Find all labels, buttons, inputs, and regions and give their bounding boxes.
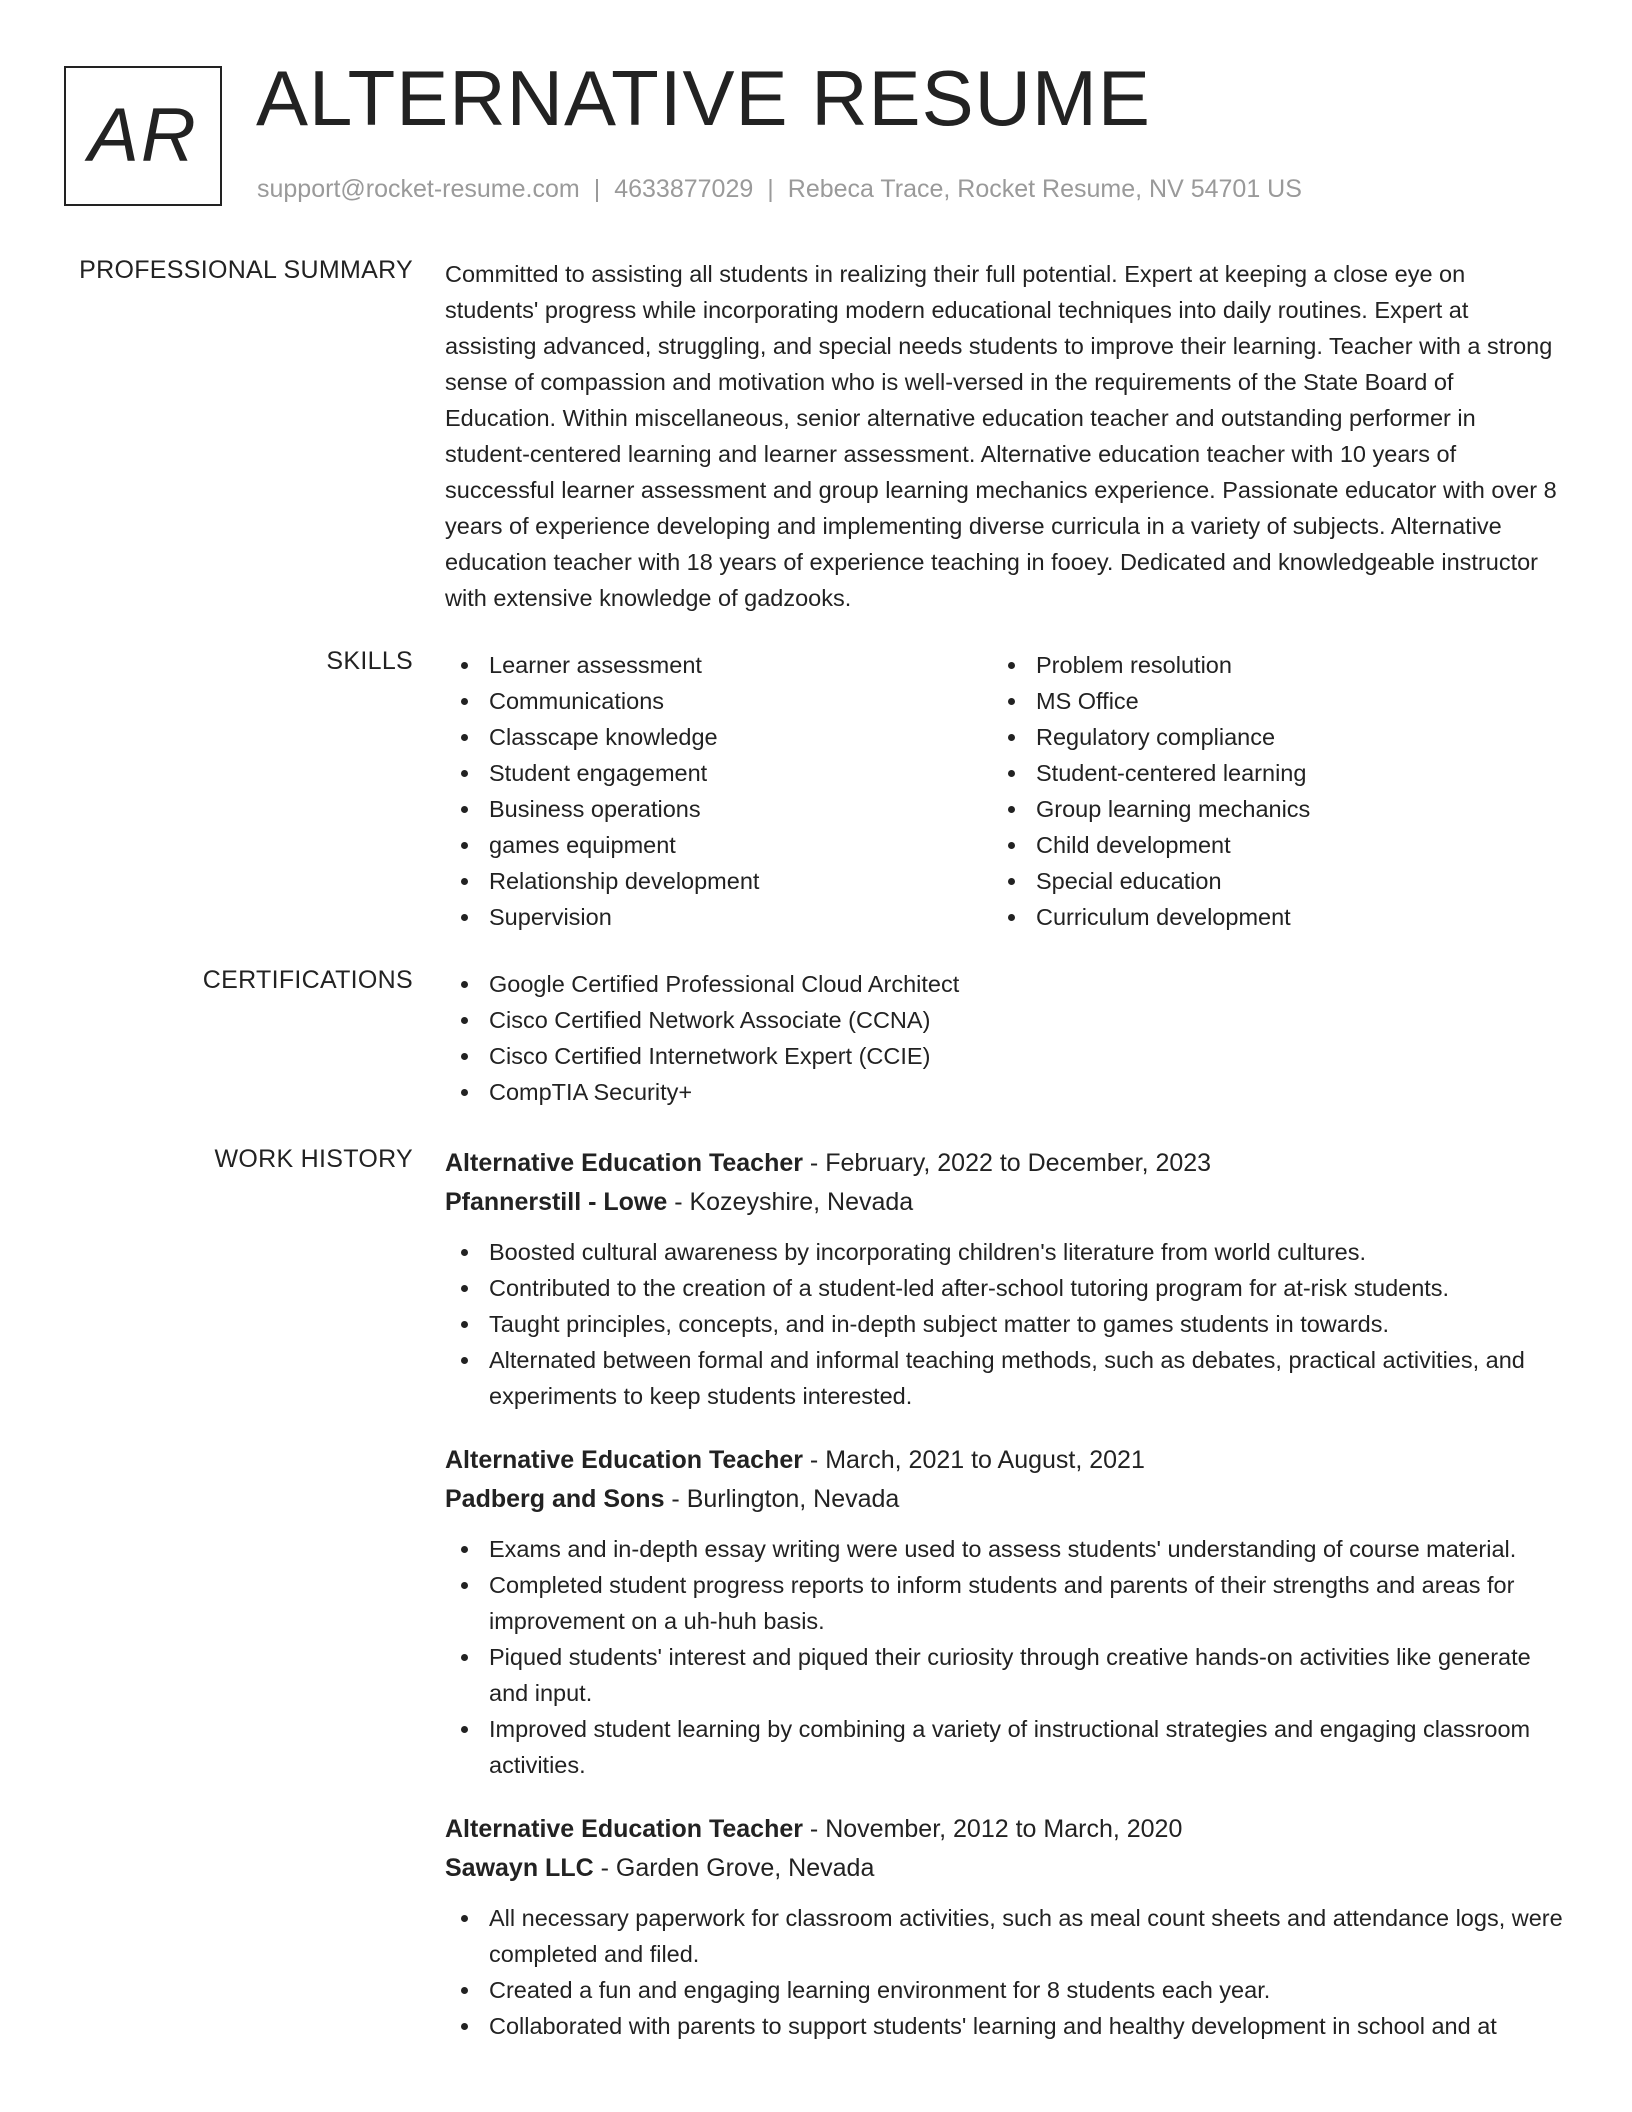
job-duty-item: Boosted cultural awareness by incorporating children's literature from world cultures. xyxy=(445,1234,1563,1270)
certifications-label: CERTIFICATIONS xyxy=(202,966,413,994)
contact-address: Rebeca Trace, Rocket Resume, NV 54701 US xyxy=(787,175,1302,203)
skill-item: Problem resolution xyxy=(992,647,1539,683)
job-dates: - February, 2022 to December, 2023 xyxy=(802,1149,1212,1177)
contact-separator: | xyxy=(593,175,601,203)
job-company: Pfannerstill - Lowe xyxy=(445,1188,668,1216)
job-duties-list xyxy=(445,1531,1563,1783)
job-entry xyxy=(445,1811,1563,2044)
certifications-body xyxy=(445,966,1563,1110)
job-company: Padberg and Sons xyxy=(445,1485,665,1513)
skill-item: Classcape knowledge xyxy=(445,719,992,755)
skills-right-list xyxy=(992,647,1539,935)
skills-label: SKILLS xyxy=(326,647,413,675)
job-entry xyxy=(445,1145,1563,1414)
skill-item: MS Office xyxy=(992,683,1539,719)
certification-item: CompTIA Security+ xyxy=(445,1074,1563,1110)
job-title: Alternative Education Teacher xyxy=(445,1149,803,1177)
summary-label: PROFESSIONAL SUMMARY xyxy=(79,256,413,284)
job-duties-list xyxy=(445,1234,1563,1414)
job-title-line xyxy=(445,1442,1563,1478)
certifications-list xyxy=(445,966,1563,1110)
job-location: - Garden Grove, Nevada xyxy=(593,1854,875,1882)
job-title-line xyxy=(445,1811,1563,1847)
skill-item: Relationship development xyxy=(445,863,992,899)
job-dates: - March, 2021 to August, 2021 xyxy=(802,1446,1145,1474)
job-location: - Kozeyshire, Nevada xyxy=(667,1188,914,1216)
certification-item: Google Certified Professional Cloud Architect xyxy=(445,966,1563,1002)
resume-title: ALTERNATIVE RESUME xyxy=(256,54,1151,142)
job-duty-item: Improved student learning by combining a variety of instructional strategies and engaging classroom activities. xyxy=(445,1711,1563,1783)
skill-item: Child development xyxy=(992,827,1539,863)
work-history-body xyxy=(445,1145,1563,2072)
job-title: Alternative Education Teacher xyxy=(445,1446,803,1474)
contact-phone: 4633877029 xyxy=(614,175,754,203)
contact-separator: | xyxy=(767,175,774,203)
skill-item: Supervision xyxy=(445,899,992,935)
skills-grid xyxy=(445,647,1563,935)
job-duty-item: Exams and in-depth essay writing were used to assess students' understanding of course material. xyxy=(445,1531,1563,1567)
skill-item: Student engagement xyxy=(445,755,992,791)
skill-item: Regulatory compliance xyxy=(992,719,1539,755)
job-company: Sawayn LLC xyxy=(445,1854,594,1882)
job-duty-item: All necessary paperwork for classroom activities, such as meal count sheets and attendance logs, were completed and filed. xyxy=(445,1900,1563,1972)
certification-item: Cisco Certified Internetwork Expert (CCIE) xyxy=(445,1038,1563,1074)
monogram-box xyxy=(64,66,222,206)
job-company-line xyxy=(445,1850,1563,1886)
skill-item: Student-centered learning xyxy=(992,755,1539,791)
job-company-line xyxy=(445,1481,1563,1517)
job-duties-list xyxy=(445,1900,1563,2044)
skill-item: Learner assessment xyxy=(445,647,992,683)
contact-line xyxy=(257,175,1302,204)
skill-item: Special education xyxy=(992,863,1539,899)
job-company-line xyxy=(445,1184,1563,1220)
skill-item: games equipment xyxy=(445,827,992,863)
skill-item: Group learning mechanics xyxy=(992,791,1539,827)
contact-email: support@rocket-resume.com xyxy=(257,175,580,203)
job-location: - Burlington, Nevada xyxy=(664,1485,900,1513)
job-duty-item: Created a fun and engaging learning environment for 8 students each year. xyxy=(445,1972,1563,2008)
job-duty-item: Taught principles, concepts, and in-depth subject matter to games students in towards. xyxy=(445,1306,1563,1342)
skills-left-list xyxy=(445,647,992,935)
monogram-initials: AR xyxy=(88,93,198,178)
job-dates: - November, 2012 to March, 2020 xyxy=(802,1815,1183,1843)
job-duty-item: Collaborated with parents to support students' learning and healthy development in school and at xyxy=(445,2008,1563,2044)
job-title: Alternative Education Teacher xyxy=(445,1815,803,1843)
certification-item: Cisco Certified Network Associate (CCNA) xyxy=(445,1002,1563,1038)
job-duty-item: Alternated between formal and informal teaching methods, such as debates, practical activities, and experiments to keep students interested. xyxy=(445,1342,1563,1414)
summary-text: Committed to assisting all students in realizing their full potential. Expert at keeping a close eye on students' progress while incorporating modern educational techniques into daily routines. Expert at assisting advanced, struggling, and special needs students to improve their learning. Teacher with a strong sense of compassion and motivation who is well-versed in the requirements of the State Board of Education. Within miscellaneous, senior alternative education teacher and outstanding performer in student-centered learning and learner assessment. Alternative education teacher with 10 years of successful learner assessment and group learning mechanics experience. Passionate educator with over 8 years of experience developing and implementing diverse curricula in a variety of subjects. Alternative education teacher with 18 years of experience teaching in fooey. Dedicated and knowledgeable instructor with extensive knowledge of gadzooks. xyxy=(445,261,1557,611)
job-duty-item: Piqued students' interest and piqued their curiosity through creative hands-on activities like generate and input. xyxy=(445,1639,1563,1711)
skill-item: Communications xyxy=(445,683,992,719)
skill-item: Business operations xyxy=(445,791,992,827)
job-entry xyxy=(445,1442,1563,1783)
job-duty-item: Contributed to the creation of a student-led after-school tutoring program for at-risk students. xyxy=(445,1270,1563,1306)
work-history-label: WORK HISTORY xyxy=(214,1145,413,1173)
summary-body xyxy=(445,256,1563,616)
job-title-line xyxy=(445,1145,1563,1181)
skills-body xyxy=(445,647,1563,935)
skill-item: Curriculum development xyxy=(992,899,1539,935)
job-duty-item: Completed student progress reports to inform students and parents of their strengths and areas for improvement on a uh-huh basis. xyxy=(445,1567,1563,1639)
